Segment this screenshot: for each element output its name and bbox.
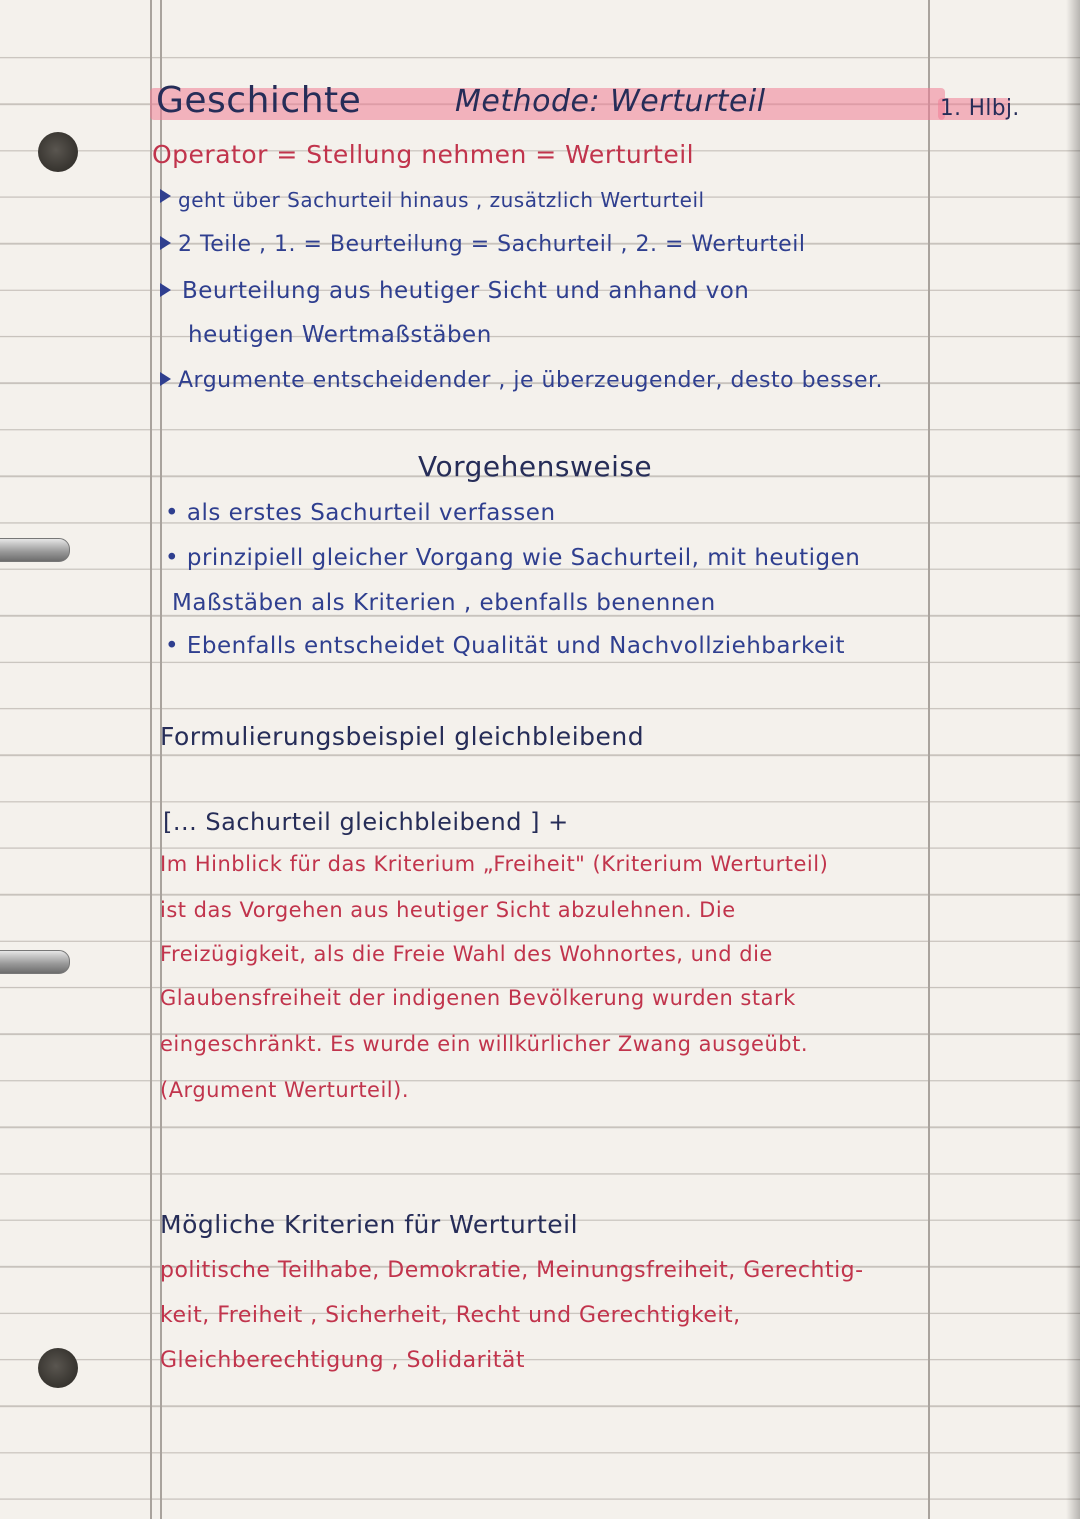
intro-bullet-2: 2 Teile , 1. = Beurteilung = Sachurteil , 2. = Werturteil (178, 232, 806, 257)
intro-bullet-1: geht über Sachurteil hinaus , zusätzlich Werturteil (178, 188, 705, 212)
punch-hole-1 (38, 132, 78, 172)
vorgehen-heading: Vorgehensweise (418, 450, 653, 483)
operator-line: Operator = Stellung nehmen = Werturteil (152, 140, 695, 169)
bullet-arrow-icon (160, 372, 171, 386)
page-label: 1. Hlbj. (940, 96, 1020, 121)
left-margin-line (150, 0, 152, 1519)
intro-bullet-3: Beurteilung aus heutiger Sicht und anhand von (182, 278, 750, 304)
binder-ring-2 (0, 950, 70, 974)
bullet-arrow-icon (160, 283, 171, 297)
beispiel-line-1: [... Sachurteil gleichbleibend ] + (163, 808, 569, 836)
kriterien-heading: Mögliche Kriterien für Werturteil (160, 1210, 579, 1239)
intro-bullet-4: Argumente entscheidender , je überzeugender, desto besser. (178, 368, 884, 393)
beispiel-line-5: Glaubensfreiheit der indigenen Bevölkerung wurden stark (160, 986, 796, 1010)
right-margin-line (928, 0, 930, 1519)
beispiel-heading: Formulierungsbeispiel gleichbleibend (160, 722, 645, 751)
beispiel-line-3: ist das Vorgehen aus heutiger Sicht abzulehnen. Die (160, 898, 736, 922)
vorgehen-line-3: Maßstäben als Kriterien , ebenfalls benennen (172, 590, 716, 616)
beispiel-line-7: (Argument Werturteil). (160, 1078, 410, 1102)
beispiel-line-4: Freizügigkeit, als die Freie Wahl des Wohnortes, und die (160, 942, 773, 966)
bullet-arrow-icon (160, 236, 171, 250)
kriterien-line-1: politische Teilhabe, Demokratie, Meinungsfreiheit, Gerechtig- (160, 1258, 864, 1283)
beispiel-line-2: Im Hinblick für das Kriterium „Freiheit" (Kriterium Werturteil) (160, 852, 829, 876)
intro-bullet-3-cont: heutigen Wertmaßstäben (188, 322, 492, 348)
kriterien-line-3: Gleichberechtigung , Solidarität (160, 1348, 526, 1373)
vorgehen-line-4: • Ebenfalls entscheidet Qualität und Nachvollziehbarkeit (165, 633, 846, 659)
subject-title: Geschichte (156, 80, 362, 121)
vorgehen-line-2: • prinzipiell gleicher Vorgang wie Sachurteil, mit heutigen (165, 545, 861, 571)
page-edge-shadow (1066, 0, 1080, 1519)
left-margin-line-inner (160, 0, 162, 1519)
punch-hole-2 (38, 1348, 78, 1388)
kriterien-line-2: keit, Freiheit , Sicherheit, Recht und Gerechtigkeit, (160, 1303, 741, 1328)
topic-title: Methode: Werturteil (455, 84, 766, 119)
vorgehen-line-1: • als erstes Sachurteil verfassen (165, 500, 556, 526)
bullet-arrow-icon (160, 189, 171, 203)
binder-ring-1 (0, 538, 70, 562)
beispiel-line-6: eingeschränkt. Es wurde ein willkürlicher Zwang ausgeübt. (160, 1032, 809, 1056)
